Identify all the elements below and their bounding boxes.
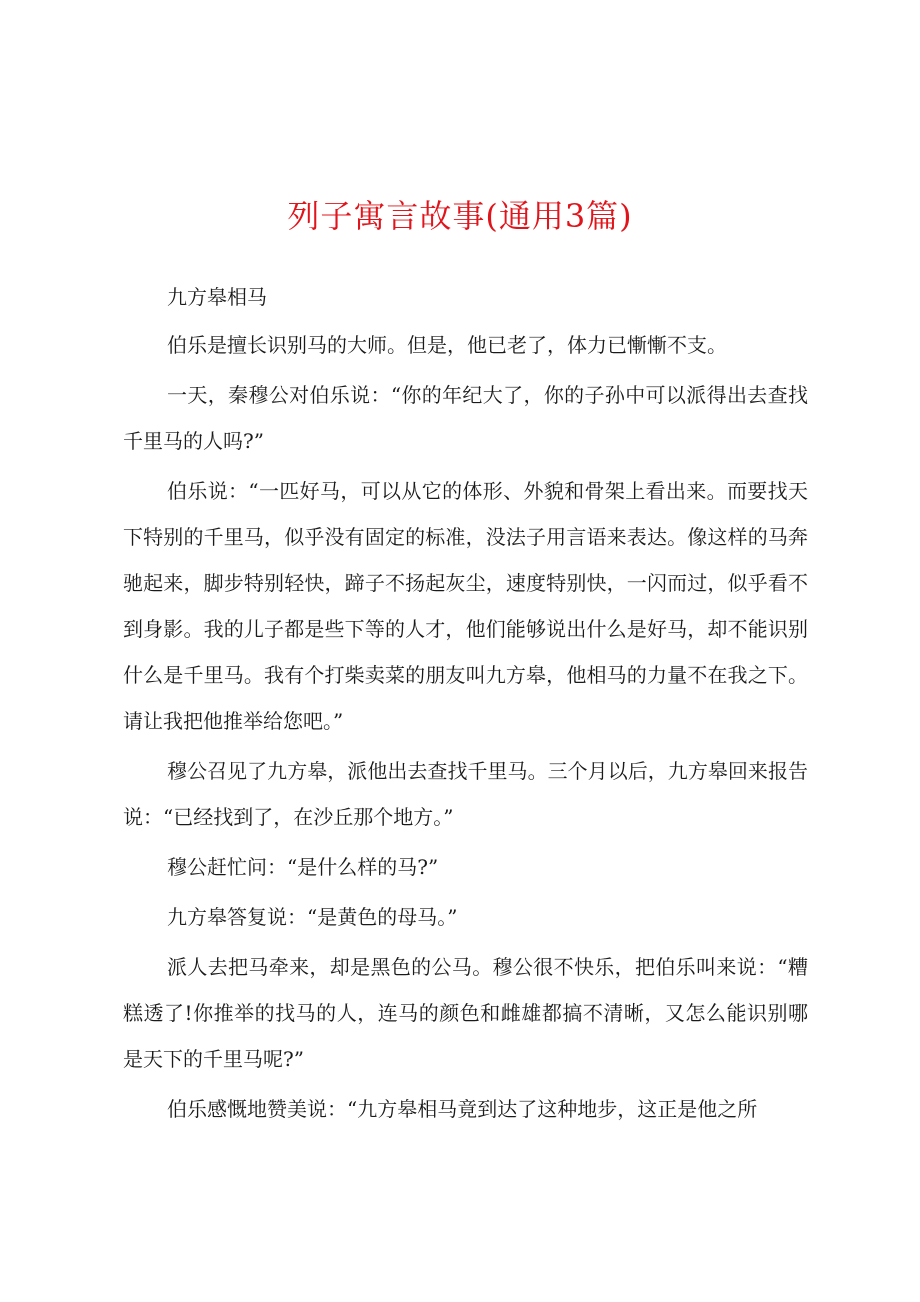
document-title: 列子寓言故事(通用3篇) (287, 197, 633, 235)
paragraph-6: 九方皋答复说：“是黄色的母马。” (167, 905, 458, 929)
paragraph-4: 穆公召见了九方皋，派他出去查找千里马。三个月以后，九方皋回来报告说：“已经找到了，在沙丘那个地方。” (123, 759, 808, 829)
paragraph-3: 伯乐说：“一匹好马，可以从它的体形、外貌和骨架上看出来。而要找天下特别的千里马，似乎没有固定的标准，没法子用言语来表达。像这样的马奔驰起来，脚步特别轻快，蹄子不扬起灰尘，速度特别快，一闪而过，似乎看不到身影。我的儿子都是些下等的人才，他们能够说出什么是好马，却不能识别什么是千里马。我有个打柴卖菜的朋友叫九方皋，他相马的力量不在我之下。请让我把他推举给您吧。” (123, 479, 808, 733)
paragraph-8: 伯乐感慨地赞美说：“九方皋相马竟到达了这种地步，这正是他之所 (167, 1097, 758, 1121)
paragraph-2: 一天，秦穆公对伯乐说：“你的年纪大了，你的子孙中可以派得出去查找千里马的人吗?” (123, 383, 808, 453)
document-body (123, 274, 808, 1136)
story-heading: 九方皋相马 (167, 285, 267, 309)
paragraph-7: 派人去把马牵来，却是黑色的公马。穆公很不快乐，把伯乐叫来说：“糟糕透了!你推举的找马的人，连马的颜色和雌雄都搞不清晰，又怎么能识别哪是天下的千里马呢?” (123, 955, 808, 1071)
paragraph-5: 穆公赶忙问：“是什么样的马?” (167, 855, 439, 879)
paragraph-1: 伯乐是擅长识别马的大师。但是，他已老了，体力已慚慚不支。 (167, 333, 727, 357)
